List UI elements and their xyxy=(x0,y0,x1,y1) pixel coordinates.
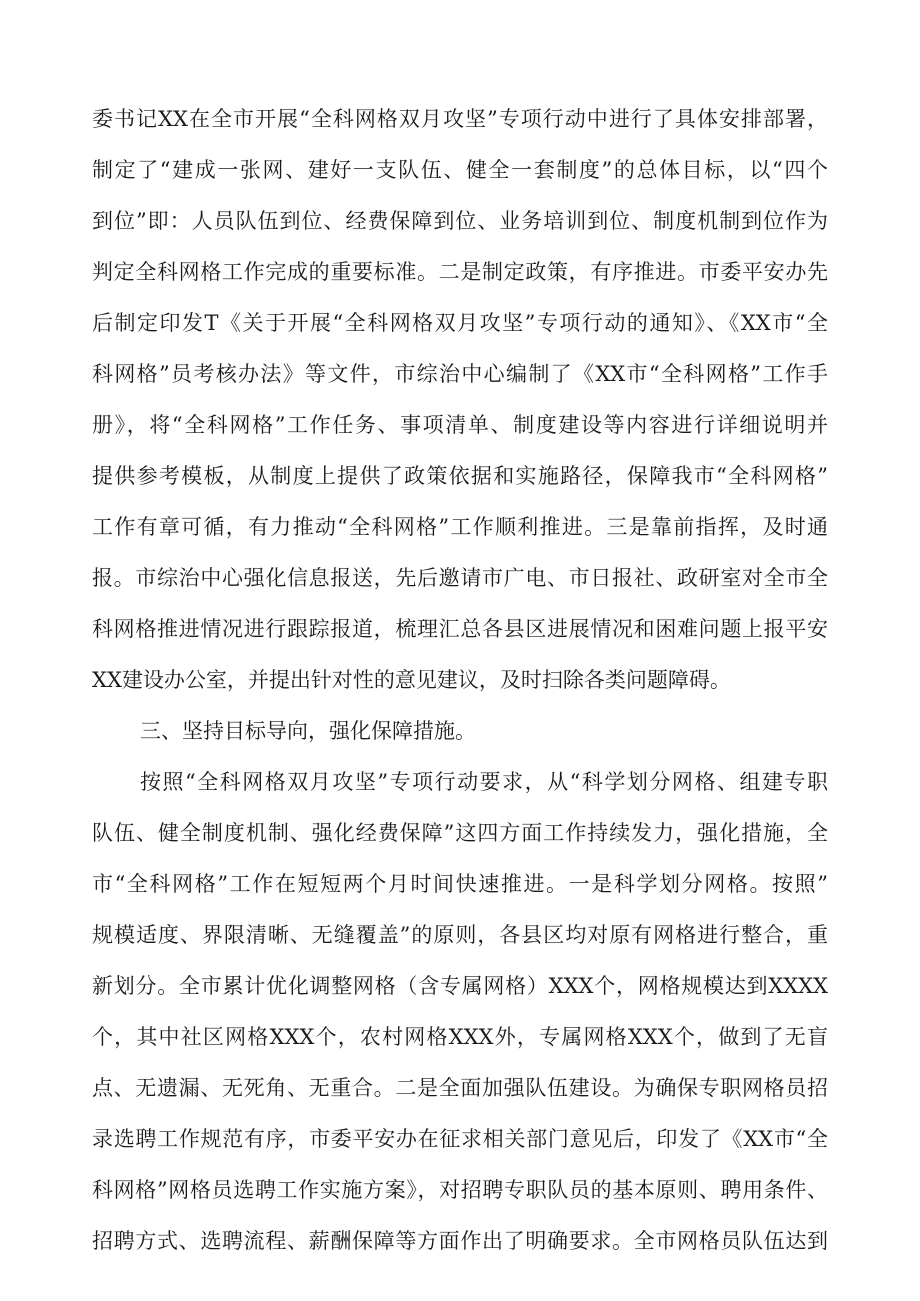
paragraph-line: 到位”即：人员队伍到位、经费保障到位、业务培训到位、制度机制到位作为 xyxy=(92,209,828,233)
paragraph-line: 提供参考模板，从制度上提供了政策依据和实施路径，保障我市“全科网格” xyxy=(92,464,828,488)
paragraph-line: 招聘方式、选聘流程、薪酬保障等方面作出了明确要求。全市网格员队伍达到 xyxy=(92,1229,828,1253)
paragraph-line: 新划分。全市累计优化调整网格（含专属网格）XXX个，网格规模达到XXXX xyxy=(92,974,828,998)
paragraph-line: 按照“全科网格双月攻坚”专项行动要求，从“科学划分网格、组建专职 xyxy=(140,770,828,794)
paragraph-line: 规模适度、界限清晰、无缝覆盖”的原则，各县区均对原有网格进行整合，重 xyxy=(92,923,828,947)
paragraph-line: 队伍、健全制度机制、强化经费保障”这四方面工作持续发力，强化措施，全 xyxy=(92,821,828,845)
paragraph-line: 录选聘工作规范有序，市委平安办在征求相关部门意见后，印发了《XX市“全 xyxy=(92,1127,828,1151)
paragraph-line: 工作有章可循，有力推动“全科网格”工作顺利推进。三是靠前指挥，及时通 xyxy=(92,515,828,539)
paragraph-line: 科网格”网格员选聘工作实施方案》，对招聘专职队员的基本原则、聘用条件、 xyxy=(92,1178,828,1202)
paragraph-line: 报。市综治中心强化信息报送，先后邀请市广电、市日报社、政研室对全市全 xyxy=(92,566,828,590)
paragraph-line: 科网格”员考核办法》等文件，市综治中心编制了《XX市“全科网格”工作手 xyxy=(92,362,828,386)
paragraph-line: XX建设办公室，并提出针对性的意见建议，及时扫除各类问题障碍。 xyxy=(92,668,731,692)
paragraph-line: 册》，将“全科网格”工作任务、事项清单、制度建设等内容进行详细说明并 xyxy=(92,413,828,437)
paragraph-line: 科网格推进情况进行跟踪报道，梳理汇总各县区进展情况和困难问题上报平安 xyxy=(92,617,828,641)
paragraph-line: 个，其中社区网格XXX个，农村网格XXX外，专属网格XXX个，做到了无盲 xyxy=(92,1025,828,1049)
paragraph-line: 后制定印发T《关于开展“全科网格双月攻坚”专项行动的通知》、《XX市“全 xyxy=(92,311,828,335)
paragraph-line: 委书记XX在全市开展“全科网格双月攻坚”专项行动中进行了具体安排部署， xyxy=(92,107,828,131)
paragraph-line: 点、无遗漏、无死角、无重合。二是全面加强队伍建设。为确保专职网格员招 xyxy=(92,1076,828,1100)
paragraph-line: 判定全科网格工作完成的重要标准。二是制定政策，有序推进。市委平安办先 xyxy=(92,260,828,284)
paragraph-line: 市“全科网格”工作在短短两个月时间快速推进。一是科学划分网格。按照” xyxy=(92,872,828,896)
paragraph-line: 制定了“建成一张网、建好一支队伍、健全一套制度”的总体目标，以“四个 xyxy=(92,158,828,182)
section-heading: 三、坚持目标导向，强化保障措施。 xyxy=(140,719,476,743)
